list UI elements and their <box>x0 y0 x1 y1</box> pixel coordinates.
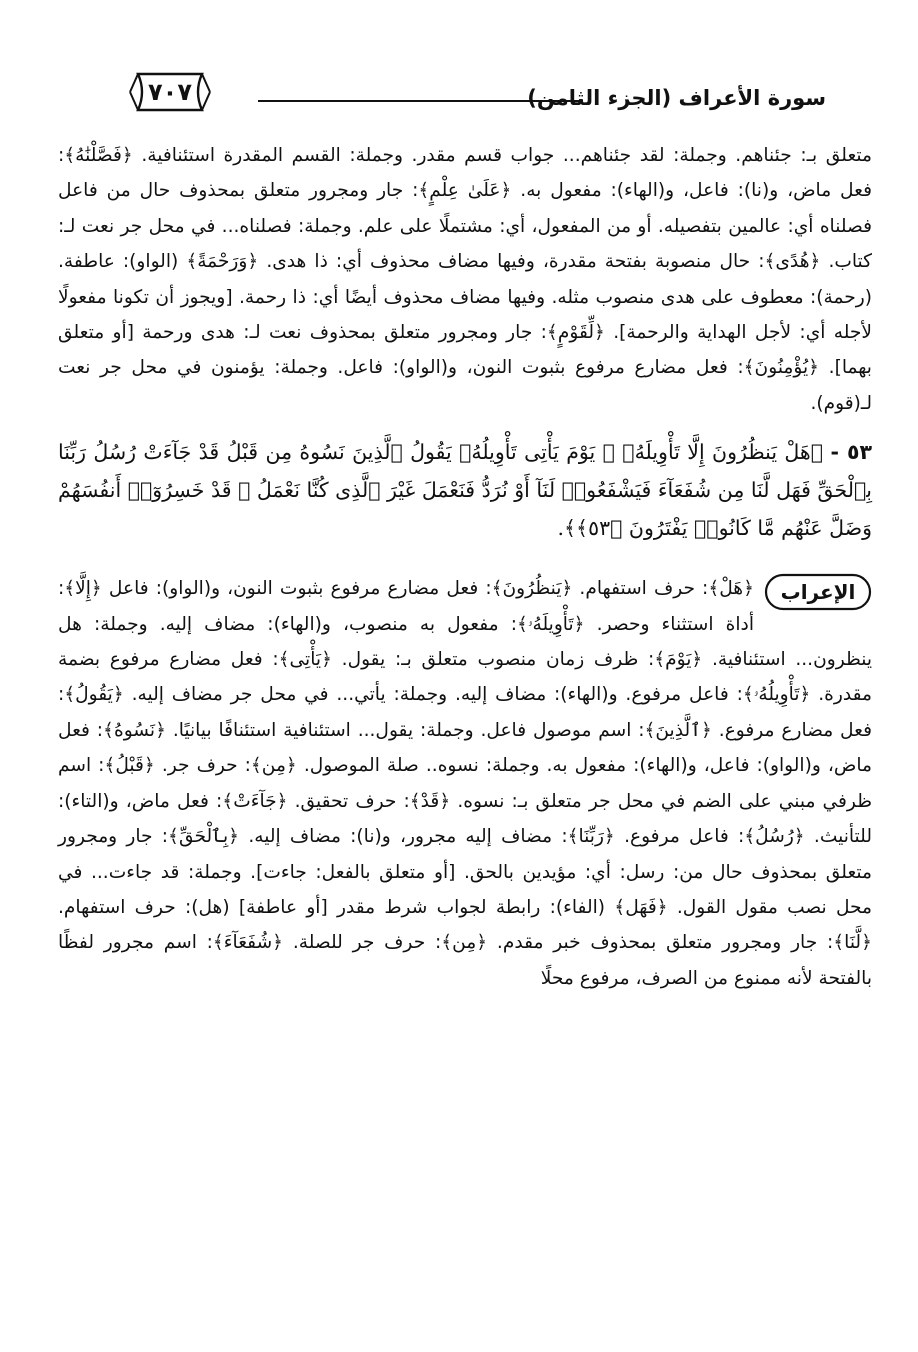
page-number: ٧٠٧ <box>148 78 192 106</box>
commentary-paragraph: متعلق بـ: جئناهم. وجملة: لقد جئناهم... جواب قسم مقدر. وجملة: القسم المقدرة استئنافية. ﴿فَصَّلْنَٰهُ﴾: فعل ماض، و(نا): فاعل، و(الهاء): مفعول به. ﴿عَلَىٰ عِلْمٍ﴾: جار ومجرور متعلق بمحذوف حال من فاعل فصلناه أي: عالمين بتفصيله. أو من المفعول، أي: مشتملًا على علم. وجملة: فصلناه... في محل جر نعت لـ: كتاب. ﴿هُدًى﴾: حال منصوبة بفتحة مقدرة، وفيها مضاف محذوف أي: ذا هدى. ﴿وَرَحْمَةً﴾ (الواو): عاطفة. (رحمة): معطوف على هدى منصوب مثله. وفيها مضاف محذوف أيضًا أي: ذا رحمة. [ويجوز أن تكونا مفعولًا لأجله أي: لأجل الهداية والرحمة]. ﴿لِّقَوْمٍ﴾: جار ومجرور متعلق بمحذوف نعت لـ: هدى ورحمة [أو متعلق بهما]. ﴿يُؤْمِنُونَ﴾: فعل مضارع مرفوع بثبوت النون، و(الواو): فاعل. وجملة: يؤمنون في محل جر نعت لـ(قوم). <box>58 145 872 414</box>
quran-verse <box>58 433 872 547</box>
irab-section <box>58 571 872 996</box>
irab-label: الإعراب <box>780 580 856 605</box>
irab-badge <box>764 573 872 611</box>
page-content <box>58 138 872 996</box>
verse-number: ٥٣ - <box>830 440 872 465</box>
irab-text: ﴿هَلْ﴾: حرف استفهام. ﴿يَنظُرُونَ﴾: فعل مضارع مرفوع بثبوت النون، و(الواو): فاعل ﴿إِلَّا﴾: أداة استثناء وحصر. ﴿تَأْوِيلَهُۥ﴾: مفعول به منصوب، و(الهاء): مضاف إليه. وجملة: هل ينظرون... استئنافية. ﴿يَوْمَ﴾: ظرف زمان منصوب متعلق بـ: يقول. ﴿يَأْتِى﴾: فعل مضارع مرفوع بضمة مقدرة. ﴿تَأْوِيلُهُۥ﴾: فاعل مرفوع. و(الهاء): مضاف إليه. وجملة: يأتي... في محل جر مضاف إليه. ﴿يَقُولُ﴾: فعل مضارع مرفوع. ﴿ٱلَّذِينَ﴾: اسم موصول فاعل. وجملة: يقول... استئنافية استئنافًا بيانيًا. ﴿نَسُوهُ﴾: فعل ماض، و(الواو): فاعل، و(الهاء): مفعول به. وجملة: نسوه.. صلة الموصول. ﴿مِن﴾: حرف جر. ﴿قَبْلُ﴾: اسم ظرفي مبني على الضم في محل جر متعلق بـ: نسوه. ﴿قَدْ﴾: حرف تحقيق. ﴿جَآءَتْ﴾: فعل ماض، و(التاء): للتأنيث. ﴿رُسُلُ﴾: فاعل مرفوع. ﴿رَبِّنَا﴾: مضاف إليه مجرور، و(نا): مضاف إليه. ﴿بِٱلْحَقِّ﴾: جار ومجرور متعلق بمحذوف حال من: رسل: أي: مؤيدين بالحق. [أو متعلق بالفعل: جاءت]. وجملة: قد جاءت... في محل نصب مقول القول. ﴿فَهَل﴾ (الفاء): رابطة لجواب شرط مقدر [أو عاطفة] (هل): حرف استفهام. ﴿لَّنَا﴾: جار ومجرور متعلق بمحذوف خبر مقدم. ﴿مِن﴾: حرف جر للصلة. ﴿شُفَعَآءَ﴾: اسم مجرور لفظًا بالفتحة لأنه ممنوع من الصرف، مرفوع محلًا <box>58 578 872 989</box>
verse-text: ﴿هَلْ يَنظُرُونَ إِلَّا تَأْوِيلَهُۥ ۚ يَوْمَ يَأْتِى تَأْوِيلُهُۥ يَقُولُ ٱلَّذِينَ نَسُوهُ مِن قَبْلُ قَدْ جَآءَتْ رُسُلُ رَبِّنَا بِٱلْحَقِّ فَهَل لَّنَا مِن شُفَعَآءَ فَيَشْفَعُوا۟ لَنَآ أَوْ نُرَدُّ فَنَعْمَلَ غَيْرَ ٱلَّذِى كُنَّا نَعْمَلُ ۚ قَدْ خَسِرُوٓا۟ أَنفُسَهُمْ وَضَلَّ عَنْهُم مَّا كَانُوا۟ يَفْتَرُونَ ﴿٥٣﴾﴾. <box>58 440 872 541</box>
page-number-badge <box>124 70 216 114</box>
page-header <box>58 0 872 112</box>
page-title: سورة الأعراف (الجزء الثامن) <box>527 86 826 110</box>
